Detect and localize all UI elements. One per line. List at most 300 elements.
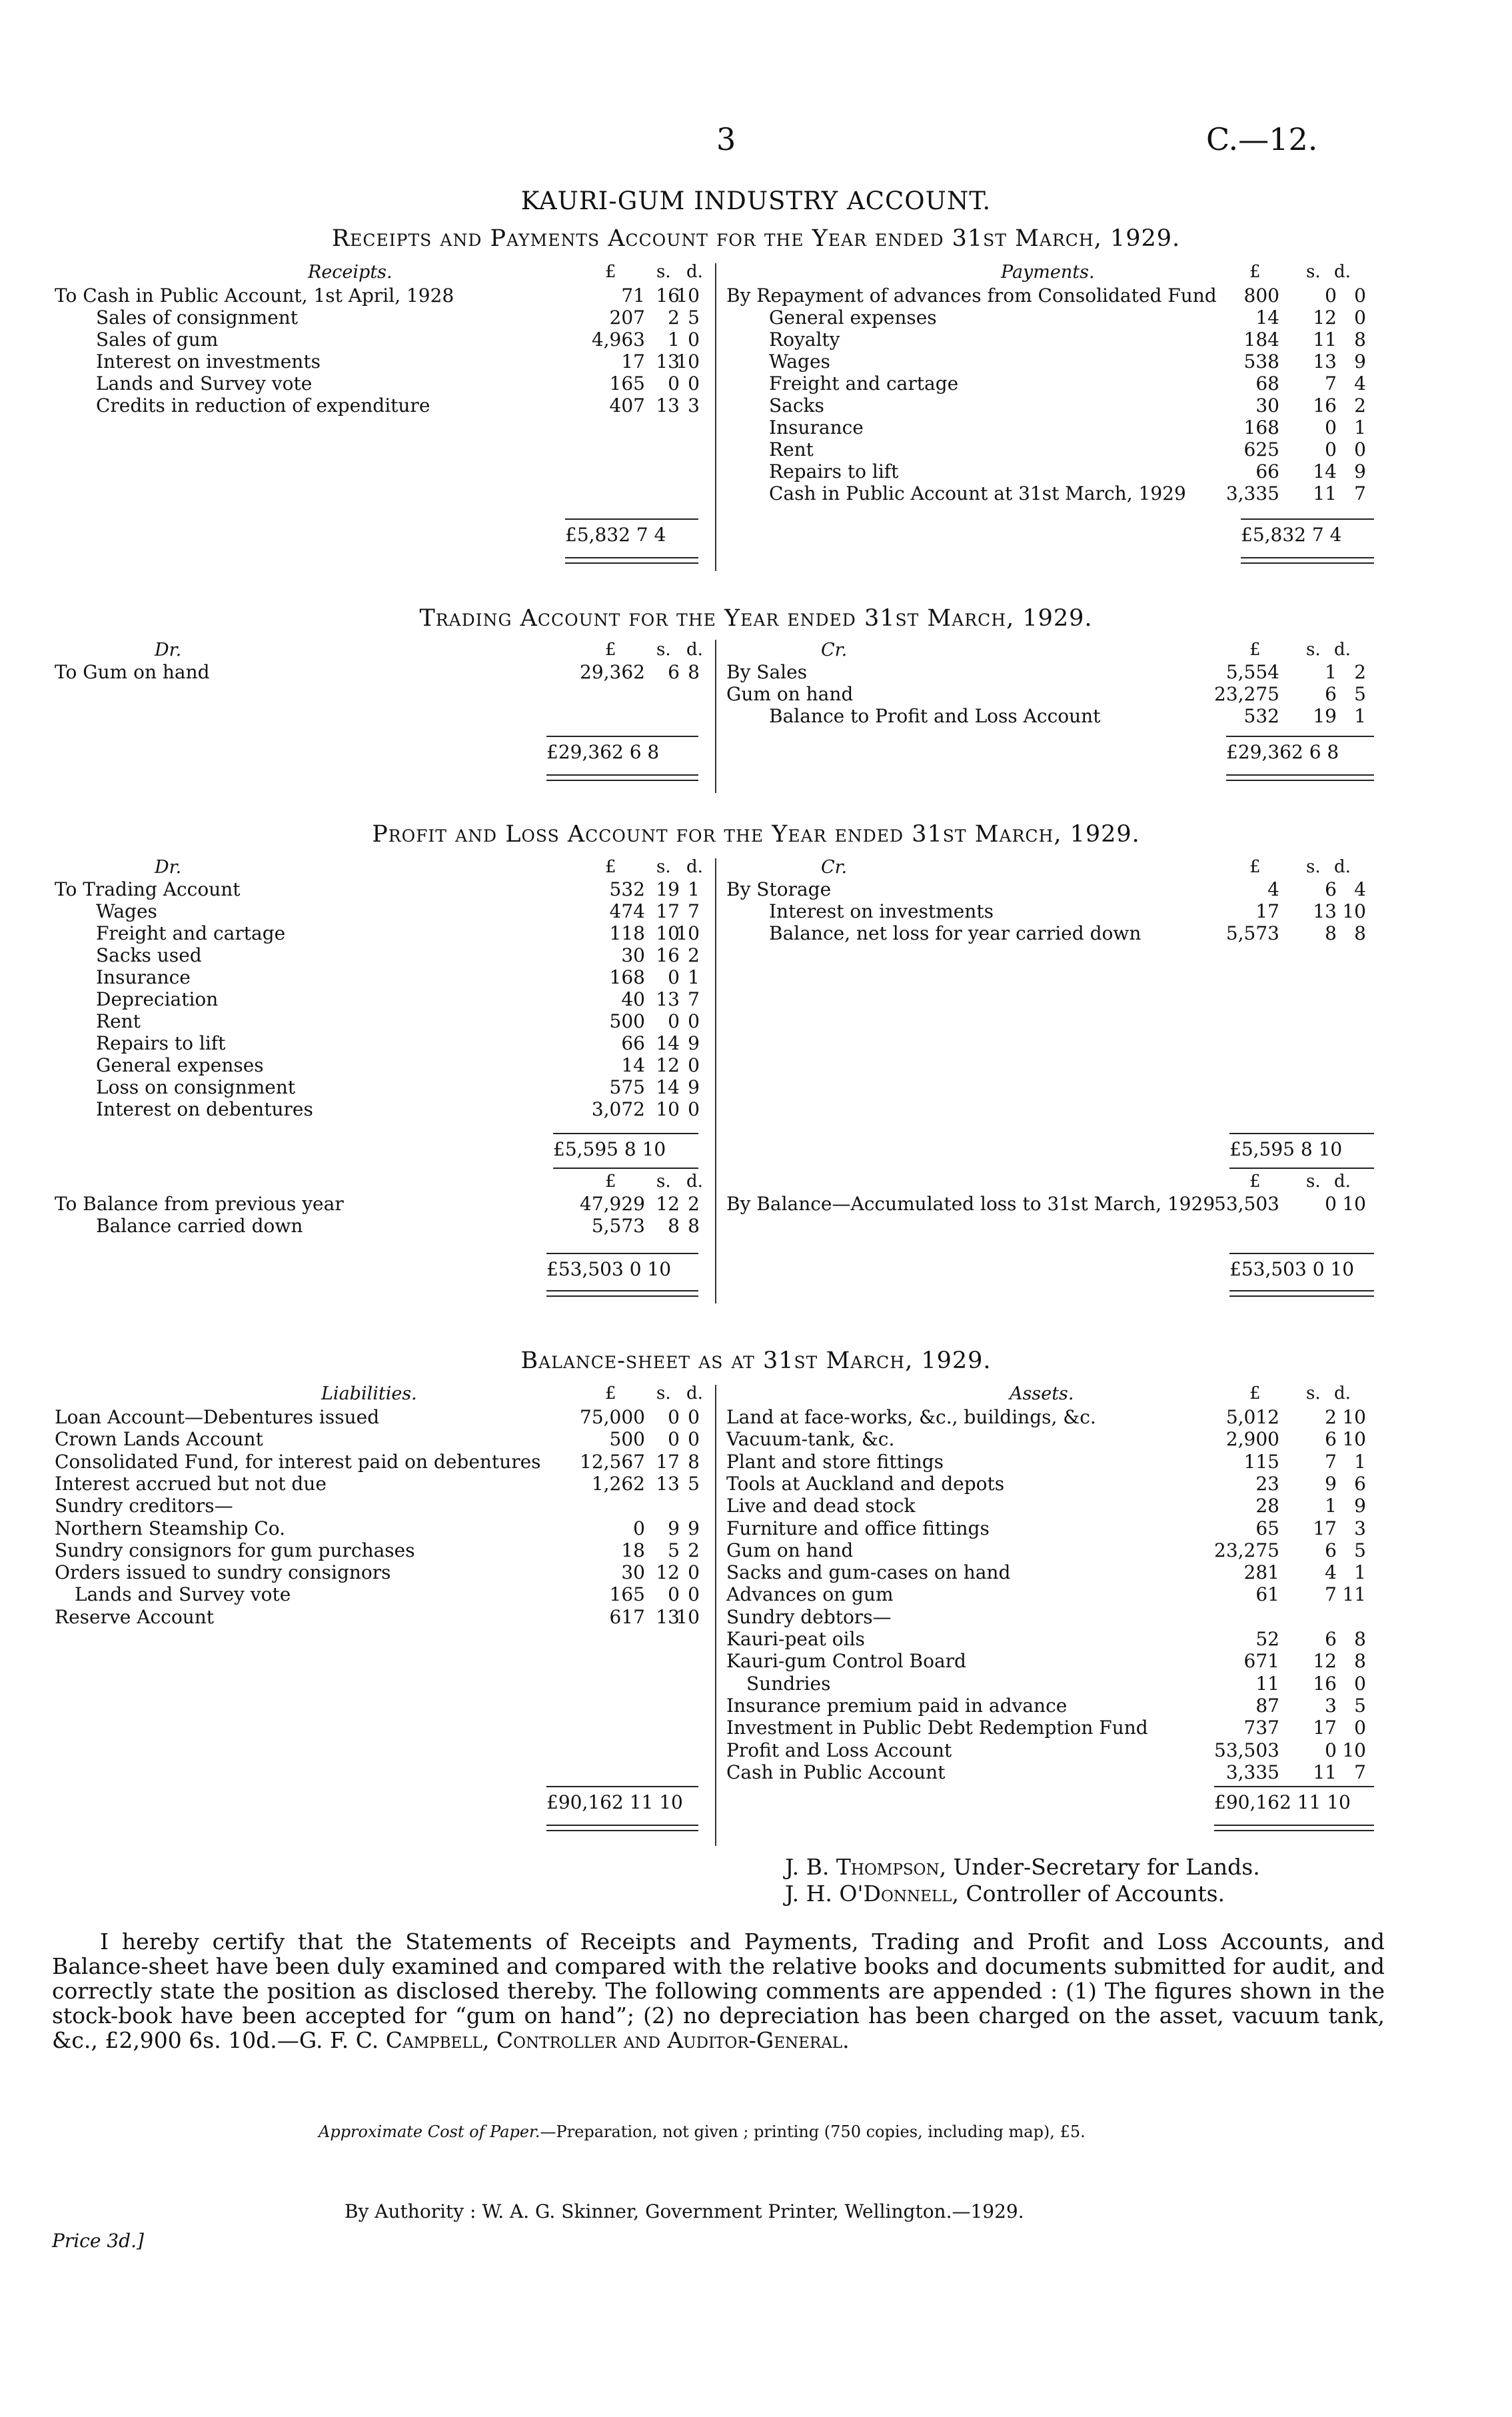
amount-pounds: 532 xyxy=(1243,705,1279,727)
ledger-row xyxy=(726,661,1374,683)
amount-pounds: 165 xyxy=(609,1583,645,1606)
amount-pounds: 737 xyxy=(1243,1717,1279,1739)
ledger-row xyxy=(726,1606,1374,1628)
amount-pounds: 474 xyxy=(609,900,645,922)
amount-pounds: 5,573 xyxy=(1225,922,1279,944)
amount-s: 0 xyxy=(668,373,680,395)
amount-s: 6 xyxy=(1325,878,1337,900)
amount-d: 0 xyxy=(1354,1717,1366,1739)
liabilities-total: £90,162 11 10 xyxy=(546,1791,683,1813)
amount-pounds: 407 xyxy=(609,395,645,416)
row-label: Freight and cartage xyxy=(769,373,959,395)
amount-d: 0 xyxy=(1354,285,1366,307)
row-label: Profit and Loss Account xyxy=(726,1739,952,1761)
balance-sheet-title: Balance-sheet as at 31st March, 1929. xyxy=(520,1347,992,1374)
amount-pounds: 30 xyxy=(1255,395,1279,416)
receipts-heading: Receipts. xyxy=(308,262,392,283)
ledger-row xyxy=(55,307,701,329)
amount-pounds: 4,963 xyxy=(591,329,645,351)
amount-d: 10 xyxy=(1342,1193,1366,1215)
amount-d: 9 xyxy=(1354,460,1366,482)
row-label: Loan Account—Debentures issued xyxy=(55,1406,380,1428)
amount-s: 3 xyxy=(1325,1694,1337,1717)
amount-d: 2 xyxy=(1354,395,1366,416)
trading-cr: Cr. xyxy=(821,640,848,660)
amount-s: 13 xyxy=(656,1472,680,1495)
amount-d: 2 xyxy=(688,944,700,966)
amount-s: 11 xyxy=(1313,482,1337,504)
amount-s: 17 xyxy=(656,900,680,922)
pl-total2-right: £53,503 0 10 xyxy=(1229,1258,1355,1280)
amount-d: 5 xyxy=(688,307,700,329)
amount-d: 8 xyxy=(1354,922,1366,944)
row-label: Sacks used xyxy=(96,944,202,966)
amount-d: 10 xyxy=(1342,900,1366,922)
amount-pounds: 14 xyxy=(621,1054,645,1076)
row-label: Live and dead stock xyxy=(726,1495,916,1517)
double-rule xyxy=(565,557,698,564)
amount-pounds: 168 xyxy=(609,966,645,988)
pl-dr: Dr. xyxy=(155,857,182,878)
amount-pounds: 53,503 xyxy=(1214,1193,1279,1215)
ledger-row xyxy=(726,1717,1374,1739)
column-divider xyxy=(715,858,716,1303)
certification-text: I hereby certify that the Statements of Receipts and Payments, Trading and Profit and Loss Accounts, and Balance-sheet have been duly examined and compared with the relative books and documents submitted for audit, and correctly state the position as disclosed thereby. The following comments are appended : (1) The figures shown in the stock-book have been accepted for “gum on hand”; (2) no depreciation has been charged on the asset, vacuum tank, &c., £2,900 6s. 10d. xyxy=(52,1929,1385,2053)
amount-pounds: 0 xyxy=(633,1517,645,1539)
amount-d: 9 xyxy=(1354,1495,1366,1517)
amount-d: 10 xyxy=(1342,1428,1366,1451)
row-label: Furniture and office fittings xyxy=(726,1517,990,1539)
ledger-row xyxy=(55,1561,701,1583)
amount-d: 8 xyxy=(1354,1650,1366,1673)
receipts-total: £5,832 7 4 xyxy=(565,524,666,546)
amount-d: 7 xyxy=(1354,482,1366,504)
trading-total-left: £29,362 6 8 xyxy=(546,741,660,763)
row-label: Depreciation xyxy=(96,988,219,1010)
amount-s: 17 xyxy=(1313,1717,1337,1739)
amount-d: 0 xyxy=(1354,1672,1366,1695)
row-label: Vacuum-tank, &c. xyxy=(726,1428,895,1451)
amount-s: 1 xyxy=(1325,661,1337,683)
ledger-row xyxy=(55,1495,701,1517)
amount-pounds: 617 xyxy=(609,1605,645,1628)
ledger-row xyxy=(55,1406,701,1428)
row-label: By Repayment of advances from Consolidated Fund xyxy=(726,285,1217,307)
amount-pounds: 5,573 xyxy=(591,1215,645,1237)
row-label: By Balance—Accumulated loss to 31st March, 1929 xyxy=(726,1193,1215,1215)
amount-pounds: 71 xyxy=(621,285,645,307)
amount-s: 19 xyxy=(656,878,680,900)
row-label: Insurance premium paid in advance xyxy=(726,1694,1068,1717)
ledger-row xyxy=(726,460,1374,482)
ledger-row xyxy=(726,1628,1374,1650)
amount-d: 1 xyxy=(1354,416,1366,438)
ledger-row xyxy=(726,373,1374,395)
amount-d: 1 xyxy=(1354,1561,1366,1584)
amount-s: 13 xyxy=(656,988,680,1010)
amount-s: 11 xyxy=(1313,1761,1337,1783)
amount-pounds: 1,262 xyxy=(591,1472,645,1495)
pl-total2-left: £53,503 0 10 xyxy=(546,1258,672,1280)
row-label: Wages xyxy=(96,900,157,922)
amount-d: 0 xyxy=(688,373,700,395)
pl-total-right: £5,595 8 10 xyxy=(1229,1138,1343,1160)
ledger-row xyxy=(726,482,1374,504)
assets-heading: Assets. xyxy=(1010,1383,1074,1404)
amount-s: 12 xyxy=(1313,1650,1337,1673)
amount-pounds: 23,275 xyxy=(1214,683,1279,705)
total-rule xyxy=(1214,1786,1374,1787)
amount-d: 7 xyxy=(688,900,700,922)
amount-pounds: 115 xyxy=(1243,1450,1279,1473)
signature-thompson: J. B. Thompson, Under-Secretary for Lands. xyxy=(785,1854,1260,1880)
total-rule xyxy=(565,518,698,520)
amount-d: 1 xyxy=(688,878,700,900)
amount-d: 5 xyxy=(688,1472,700,1495)
ledger-row xyxy=(55,395,701,416)
assets-total: £90,162 11 10 xyxy=(1214,1791,1351,1813)
row-label: Sundries xyxy=(746,1672,831,1695)
double-rule xyxy=(546,1290,698,1297)
ledger-row xyxy=(726,1451,1374,1473)
amount-d: 0 xyxy=(1354,307,1366,329)
amount-s: 9 xyxy=(668,1517,680,1539)
ledger-row xyxy=(55,1054,701,1076)
ledger-row xyxy=(55,900,701,922)
amount-s: 19 xyxy=(1313,705,1337,727)
ledger-row xyxy=(55,878,701,900)
ledger-row xyxy=(726,307,1374,329)
audit-certification xyxy=(52,1929,1385,2052)
payments-heading: Payments. xyxy=(1001,262,1095,283)
printer-authority: By Authority : W. A. G. Skinner, Government Printer, Wellington.—1929. xyxy=(345,2200,1024,2222)
amount-pounds: 75,000 xyxy=(580,1406,645,1428)
amount-s: 13 xyxy=(656,351,680,373)
row-label: Cash in Public Account xyxy=(726,1761,946,1783)
amount-d: 3 xyxy=(1354,1517,1366,1539)
amount-pounds: 17 xyxy=(1255,900,1279,922)
row-label: Balance, net loss for year carried down xyxy=(769,922,1141,944)
ledger-row xyxy=(726,1428,1374,1450)
row-label: Freight and cartage xyxy=(96,922,286,944)
ledger-row xyxy=(726,878,1374,900)
amount-d: 2 xyxy=(1354,661,1366,683)
amount-s: 16 xyxy=(1313,395,1337,416)
pl-total-left: £5,595 8 10 xyxy=(553,1138,666,1160)
signature-odonnell: J. H. O'Donnell, Controller of Accounts. xyxy=(785,1881,1225,1907)
amount-s: 6 xyxy=(1325,1428,1337,1451)
ledger-row xyxy=(55,922,701,944)
amount-pounds: 28 xyxy=(1255,1495,1279,1517)
amount-d: 0 xyxy=(688,1428,700,1451)
row-label: Wages xyxy=(769,351,830,373)
double-rule xyxy=(546,774,698,781)
amount-pounds: 625 xyxy=(1243,438,1279,460)
total-rule xyxy=(1226,736,1374,737)
amount-d: 7 xyxy=(1354,1761,1366,1783)
row-label: Insurance xyxy=(96,966,191,988)
ledger-row xyxy=(726,1406,1374,1428)
ledger-row xyxy=(55,1606,701,1628)
amount-d: 10 xyxy=(676,922,700,944)
row-label: Advances on gum xyxy=(726,1583,894,1606)
row-label: By Sales xyxy=(726,661,808,683)
double-rule xyxy=(1214,1825,1374,1831)
ledger-row xyxy=(55,1517,701,1539)
amount-pounds: 66 xyxy=(1255,460,1279,482)
liabilities-heading: Liabilities. xyxy=(321,1383,417,1404)
amount-d: 9 xyxy=(1354,351,1366,373)
amount-s: 12 xyxy=(1313,307,1337,329)
row-label: Rent xyxy=(96,1010,141,1032)
row-label: Rent xyxy=(769,438,814,460)
row-label: By Storage xyxy=(726,878,832,900)
amount-pounds: 3,335 xyxy=(1225,482,1279,504)
amount-d: 10 xyxy=(1342,1739,1366,1761)
amount-s: 0 xyxy=(668,966,680,988)
row-label: Balance carried down xyxy=(96,1215,303,1237)
total-rule xyxy=(546,736,698,737)
amount-s: 0 xyxy=(1325,285,1337,307)
amount-d: 6 xyxy=(1354,1472,1366,1495)
ledger-row xyxy=(726,1650,1374,1672)
amount-pounds: 47,929 xyxy=(580,1193,645,1215)
ledger-row xyxy=(55,329,701,351)
amount-pounds: 2,900 xyxy=(1225,1428,1279,1451)
amount-s: 14 xyxy=(656,1076,680,1098)
row-label: Repairs to lift xyxy=(96,1032,226,1054)
amount-s: 11 xyxy=(1313,329,1337,351)
ledger-row xyxy=(726,900,1374,922)
amount-d: 1 xyxy=(1354,1450,1366,1473)
amount-pounds: 23 xyxy=(1255,1472,1279,1495)
row-label: Land at face-works, &c., buildings, &c. xyxy=(726,1406,1096,1428)
amount-pounds: 29,362 xyxy=(580,661,645,683)
row-label: Consolidated Fund, for interest paid on debentures xyxy=(55,1450,541,1473)
amount-pounds: 87 xyxy=(1255,1694,1279,1717)
amount-s: 0 xyxy=(1325,1739,1337,1761)
amount-pounds: 500 xyxy=(609,1010,645,1032)
row-label: Sales of gum xyxy=(96,329,219,351)
amount-d: 0 xyxy=(1354,438,1366,460)
row-label: Credits in reduction of expenditure xyxy=(96,395,430,416)
amount-pounds: 3,072 xyxy=(591,1098,645,1120)
ledger-row xyxy=(726,351,1374,373)
amount-s: 4 xyxy=(1325,1561,1337,1584)
amount-pounds: 68 xyxy=(1255,373,1279,395)
amount-d: 1 xyxy=(688,966,700,988)
amount-pounds: 800 xyxy=(1243,285,1279,307)
row-label: Crown Lands Account xyxy=(55,1428,263,1451)
receipts-payments-title: Receipts and Payments Account for the Year ended 31st March, 1929. xyxy=(331,225,1181,252)
ledger-row xyxy=(55,1539,701,1561)
total-rule xyxy=(546,1253,698,1254)
amount-pounds: 61 xyxy=(1255,1583,1279,1606)
row-label: Interest on investments xyxy=(769,900,994,922)
pl-cr: Cr. xyxy=(821,857,848,878)
amount-s: 9 xyxy=(1325,1472,1337,1495)
column-divider xyxy=(715,1385,716,1846)
amount-s: 8 xyxy=(1325,922,1337,944)
row-label: Balance to Profit and Loss Account xyxy=(769,705,1101,727)
total-rule xyxy=(1229,1253,1374,1254)
amount-s: 1 xyxy=(1325,1495,1337,1517)
ledger-row xyxy=(726,705,1374,727)
rule xyxy=(1229,1168,1374,1169)
amount-d: 4 xyxy=(1354,878,1366,900)
amount-s: 7 xyxy=(1325,1450,1337,1473)
amount-s: 0 xyxy=(668,1583,680,1606)
ledger-row xyxy=(55,1215,701,1237)
amount-pounds: 207 xyxy=(609,307,645,329)
row-label: Gum on hand xyxy=(726,683,854,705)
amount-s: 6 xyxy=(1325,683,1337,705)
amount-d: 0 xyxy=(688,1010,700,1032)
amount-d: 10 xyxy=(1342,1406,1366,1428)
row-label: Interest on debentures xyxy=(96,1098,313,1120)
ledger-row xyxy=(726,1583,1374,1605)
ledger-row xyxy=(55,1032,701,1054)
row-label: Plant and store fittings xyxy=(726,1450,944,1473)
amount-d: 9 xyxy=(688,1076,700,1098)
amount-s: 0 xyxy=(1325,1193,1337,1215)
ledger-row xyxy=(55,661,701,683)
ledger-row xyxy=(726,1695,1374,1717)
amount-pounds: 5,012 xyxy=(1225,1406,1279,1428)
amount-d: 1 xyxy=(1354,705,1366,727)
amount-pounds: 4 xyxy=(1267,878,1279,900)
amount-s: 0 xyxy=(668,1406,680,1428)
amount-s: 0 xyxy=(1325,438,1337,460)
amount-d: 3 xyxy=(688,395,700,416)
amount-d: 8 xyxy=(688,1215,700,1237)
ledger-row xyxy=(726,1561,1374,1583)
amount-d: 8 xyxy=(1354,1628,1366,1650)
double-rule xyxy=(546,1825,698,1831)
page-number: 3 xyxy=(716,121,736,157)
double-rule xyxy=(1241,557,1374,564)
amount-pounds: 53,503 xyxy=(1214,1739,1279,1761)
total-rule xyxy=(553,1133,698,1134)
row-label: Sacks and gum-cases on hand xyxy=(726,1561,1011,1584)
amount-d: 8 xyxy=(688,661,700,683)
amount-d: 0 xyxy=(688,329,700,351)
amount-s: 14 xyxy=(1313,460,1337,482)
row-label: Repairs to lift xyxy=(769,460,899,482)
amount-s: 7 xyxy=(1325,1583,1337,1606)
amount-d: 10 xyxy=(676,1605,700,1628)
row-label: Sundry debtors— xyxy=(726,1605,892,1628)
row-label: Cash in Public Account at 31st March, 1929 xyxy=(769,482,1186,504)
amount-pounds: 671 xyxy=(1243,1650,1279,1673)
amount-s: 13 xyxy=(656,1605,680,1628)
ledger-row xyxy=(726,416,1374,438)
amount-d: 0 xyxy=(688,1583,700,1606)
row-label: Kauri-gum Control Board xyxy=(726,1650,966,1673)
amount-d: 0 xyxy=(688,1406,700,1428)
amount-pounds: 17 xyxy=(621,351,645,373)
amount-d: 5 xyxy=(1354,1694,1366,1717)
amount-d: 0 xyxy=(688,1561,700,1584)
ledger-row xyxy=(55,944,701,966)
amount-pounds: 3,335 xyxy=(1225,1761,1279,1783)
ledger-row xyxy=(726,1473,1374,1495)
row-label: Gum on hand xyxy=(726,1539,854,1561)
amount-s: 0 xyxy=(1325,416,1337,438)
amount-d: 2 xyxy=(688,1539,700,1561)
amount-d: 8 xyxy=(688,1450,700,1473)
document-code: C.—12. xyxy=(1206,121,1318,157)
row-label: Lands and Survey vote xyxy=(75,1583,291,1606)
price: Price 3d.] xyxy=(52,2230,144,2252)
amount-pounds: 168 xyxy=(1243,416,1279,438)
amount-s: 12 xyxy=(656,1193,680,1215)
amount-pounds: 23,275 xyxy=(1214,1539,1279,1561)
double-rule xyxy=(1226,774,1374,781)
ledger-row xyxy=(55,373,701,395)
row-label: Tools at Auckland and depots xyxy=(726,1472,1005,1495)
ledger-row xyxy=(726,1193,1374,1215)
row-label: Loss on consignment xyxy=(96,1076,296,1098)
cost-note: Approximate Cost of Paper.—Preparation, not given ; printing (750 copies, including map), £5. xyxy=(319,2122,1086,2141)
row-label: Interest on investments xyxy=(96,351,321,373)
amount-s: 13 xyxy=(1313,351,1337,373)
amount-s: 13 xyxy=(1313,900,1337,922)
rule xyxy=(553,1168,698,1169)
column-divider xyxy=(715,263,716,571)
profit-loss-title: Profit and Loss Account for the Year ended 31st March, 1929. xyxy=(372,821,1140,848)
row-label: General expenses xyxy=(769,307,937,329)
row-label: Sales of consignment xyxy=(96,307,299,329)
row-label: Orders issued to sundry consignors xyxy=(55,1561,391,1584)
double-rule xyxy=(1229,1290,1374,1297)
row-label: Interest accrued but not due xyxy=(55,1472,327,1495)
row-label: Investment in Public Debt Redemption Fund xyxy=(726,1717,1148,1739)
row-label: To Cash in Public Account, 1st April, 1928 xyxy=(55,285,454,307)
amount-s: 12 xyxy=(656,1054,680,1076)
row-label: Reserve Account xyxy=(55,1605,215,1628)
ledger-row xyxy=(726,395,1374,416)
ledger-row xyxy=(55,1473,701,1495)
amount-pounds: 165 xyxy=(609,373,645,395)
row-label: To Trading Account xyxy=(55,878,241,900)
row-label: To Balance from previous year xyxy=(55,1193,344,1215)
amount-d: 5 xyxy=(1354,1539,1366,1561)
amount-s: 6 xyxy=(1325,1628,1337,1650)
column-divider xyxy=(715,640,716,793)
row-label: Kauri-peat oils xyxy=(726,1628,865,1650)
amount-s: 5 xyxy=(668,1539,680,1561)
total-rule xyxy=(1229,1133,1374,1134)
amount-s: 2 xyxy=(668,307,680,329)
amount-pounds: 184 xyxy=(1243,329,1279,351)
ledger-row xyxy=(726,1761,1374,1783)
row-label: Sundry creditors— xyxy=(55,1495,233,1517)
ledger-row xyxy=(55,285,701,307)
trading-total-right: £29,362 6 8 xyxy=(1226,741,1339,763)
amount-d: 11 xyxy=(1342,1583,1366,1606)
ledger-row xyxy=(55,1098,701,1120)
ledger-row xyxy=(726,1495,1374,1517)
ledger-row xyxy=(55,1428,701,1450)
amount-pounds: 66 xyxy=(621,1032,645,1054)
ledger-row xyxy=(55,966,701,988)
ledger-row xyxy=(726,922,1374,944)
amount-pounds: 18 xyxy=(621,1539,645,1561)
amount-s: 6 xyxy=(668,661,680,683)
amount-pounds: 40 xyxy=(621,988,645,1010)
amount-s: 16 xyxy=(1313,1672,1337,1695)
